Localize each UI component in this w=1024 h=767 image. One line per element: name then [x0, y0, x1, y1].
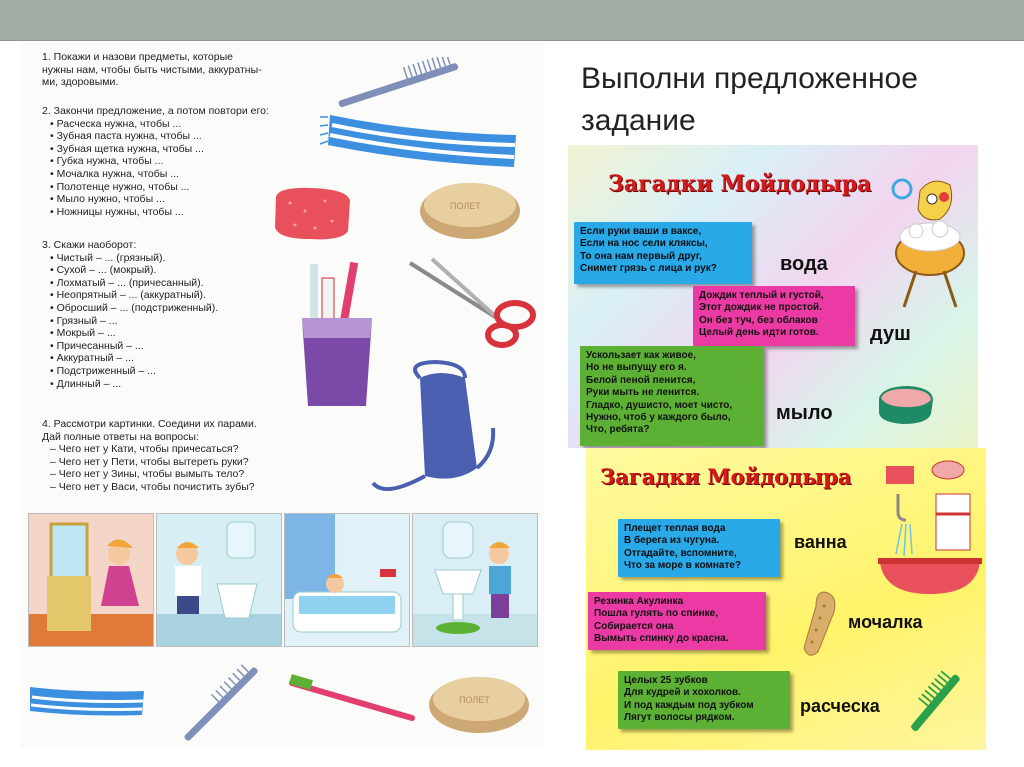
answer-soap: мыло: [776, 402, 833, 424]
exercise-3: 3. Скажи наоборот: • Чистый – ... (грязный). • Сухой – ... (мокрый). • Лохматый – ... (причесанный). • Неопрятный – ... (аккуратный). • Обросший – ... (подстриженный). • Грязный – ... • Мокрый – ... • Причесанный – ... • Аккуратный – ... • Подстриженный – ... • Длинный – ...: [42, 239, 219, 390]
towel-icon: [22, 673, 152, 723]
riddle-card-washcloth: Резинка Акулинка Пошла гулять по спинке, Собирается она Вымыть спинку до красна.: [588, 592, 766, 650]
riddle-card-water: Если руки ваши в ваксе, Если на нос сели кляксы, То она нам первый друг, Снимет грязь с лица и рук?: [574, 222, 752, 284]
scene-katya: [28, 513, 154, 647]
top-bar: [0, 0, 1024, 41]
scene-vasya: [412, 513, 538, 647]
panel-title: Загадки Мойдодыра: [600, 464, 852, 489]
comb-icon: [330, 57, 470, 107]
scissors-icon: [402, 253, 542, 348]
moydodyr-icon: [890, 167, 975, 312]
answer-shower: душ: [870, 323, 911, 345]
soap-icon: [873, 380, 939, 428]
scene-zina: [284, 513, 410, 647]
answer-water: вода: [780, 253, 828, 275]
scene-petya: [156, 513, 282, 647]
exercise-2: 2. Закончи предложение, а потом повтори его: • Расческа нужна, чтобы ... • Зубная паста нужна, чтобы ... • Зубная щетка нужна, чтобы ... • Губка нужна, чтобы ... • Мочалка нужна, чтобы ... • Полотенце нужно, чтобы ... • Мыло нужно, чтобы ... • Ножницы нужны, чтобы ...: [42, 105, 269, 218]
panel-title: Загадки Мойдодыра: [608, 171, 872, 197]
slide-title-line-2: задание: [581, 104, 696, 137]
washcloth-icon: [794, 588, 849, 663]
exercise-1: 1. Покажи и назови предметы, которые нужны нам, чтобы быть чистыми, аккуратны- ми, здоровыми.: [42, 51, 262, 89]
exercise-4: 4. Рассмотри картинки. Соедини их парами. Дай полные ответы на вопросы: – Чего нет у Кати, чтобы причесаться? – Чего нет у Пети, чтобы вытереть руки? – Чего нет у Зины, чтобы вымыть тело? – Чего нет у Васи, чтобы почистить зубы?: [42, 418, 257, 493]
comb-icon: [170, 661, 270, 746]
towel-icon: [318, 105, 528, 175]
soap-icon: [424, 665, 534, 735]
riddle-card-bath: Плещет теплая вода В берега из чугуна. Отгадайте, вспомните, Что за море в комнате?: [618, 519, 780, 577]
bathroom-items-icon: [876, 454, 984, 604]
answer-bath: ванна: [794, 532, 847, 552]
toothbrush-icon: [282, 673, 422, 728]
riddles-panel-2: [586, 448, 986, 750]
svg-text:ПОЛЕТ: ПОЛЕТ: [450, 201, 481, 211]
soap-icon: [415, 171, 525, 241]
riddle-card-shower: Дождик теплый и густой, Этот дождик не простой. Он без туч, без облаков Целый день идти готов.: [693, 286, 855, 346]
worksheet: [20, 43, 544, 748]
answer-washcloth: мочалка: [848, 612, 923, 632]
riddle-card-comb: Целых 25 зубков Для кудрей и хохолков. И под каждым под зубком Лягут волосы рядком.: [618, 671, 790, 729]
comb-icon: [898, 662, 970, 744]
svg-text:ПОЛЕТ: ПОЛЕТ: [459, 695, 490, 705]
slide-title-line-1: Выполни предложенное: [581, 62, 918, 95]
riddle-card-soap: Ускользает как живое, Но не выпущу его я. Белой пеной пенится, Руки мыть не ленится. Гладко, душисто, моет чисто, Нужно, чтоб у каждого было, Что, ребята?: [580, 346, 764, 446]
sponge-icon: [270, 183, 355, 243]
answer-comb: расческа: [800, 696, 880, 716]
riddles-panel-1: [568, 145, 978, 448]
washcloth-icon: [365, 358, 500, 503]
